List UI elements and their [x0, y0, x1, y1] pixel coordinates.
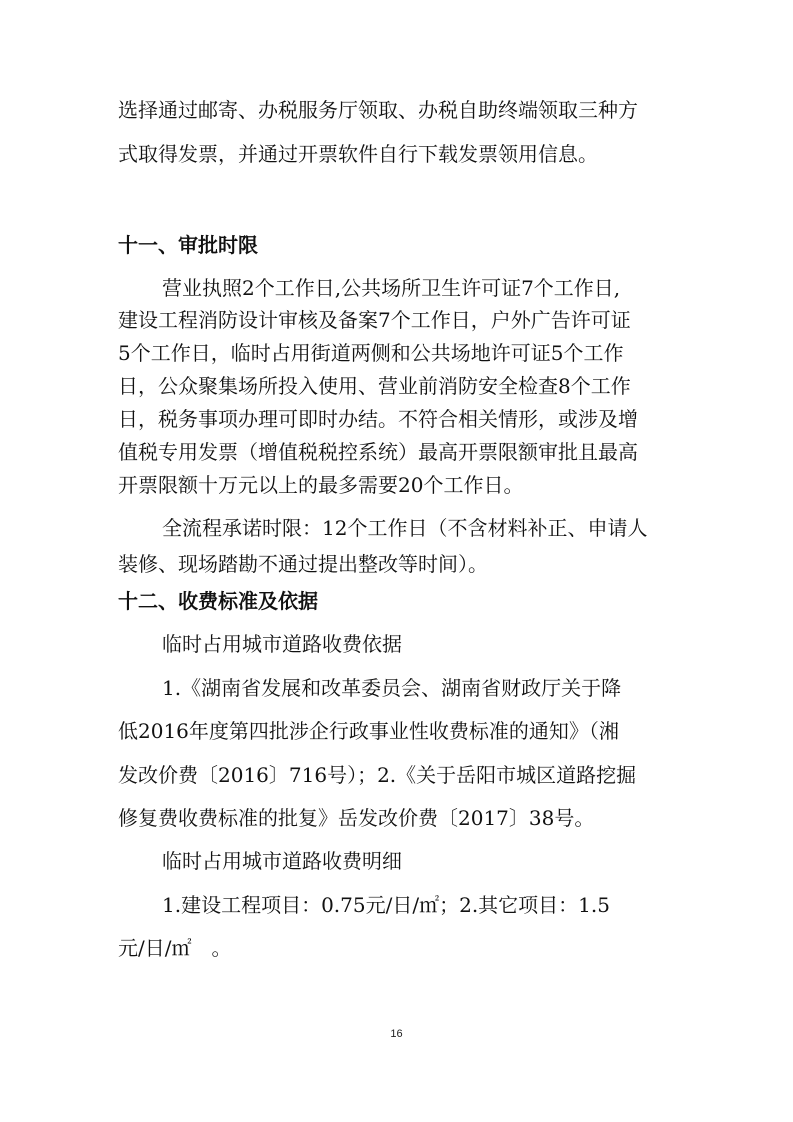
- subsection-heading: 临时占用城市道路收费依据: [162, 632, 402, 656]
- section-heading: 十二、收费标准及依据: [118, 589, 318, 613]
- body-text-line: 值税专用发票（增值税税控系统）最高开票限额审批且最高: [118, 440, 638, 464]
- body-text-line: 1.建设工程项目：0.75元/日/㎡；2.其它项目：1.5: [162, 893, 610, 917]
- body-text-line: 选择通过邮寄、办税服务厅领取、办税自助终端领取三种方: [118, 98, 638, 122]
- body-text-line: 开票限额十万元以上的最多需要20个工作日。: [118, 473, 524, 497]
- section-heading: 十一、审批时限: [118, 233, 258, 257]
- body-text-line: 全流程承诺时限：12个工作日（不含材料补正、申请人: [162, 516, 648, 540]
- body-text-line: 5个工作日，临时占用街道两侧和公共场地许可证5个工作: [118, 341, 624, 365]
- body-text-line: 日，税务事项办理可即时办结。不符合相关情形，或涉及增: [118, 407, 638, 431]
- body-text-line: 元/日/㎡ 。: [118, 936, 232, 960]
- body-text-line: 修复费收费标准的批复》岳发改价费〔2017〕38号。: [118, 806, 595, 830]
- body-text-line: 营业执照2个工作日,公共场所卫生许可证7个工作日,: [162, 276, 621, 300]
- body-text-line: 式取得发票，并通过开票软件自行下载发票领用信息。: [118, 142, 598, 166]
- subsection-heading: 临时占用城市道路收费明细: [162, 849, 402, 873]
- body-text-line: 低2016年度第四批涉企行政事业性收费标准的通知》（湘: [118, 719, 619, 743]
- body-text-line: 1.《湖南省发展和改革委员会、湖南省财政厅关于降: [162, 676, 622, 700]
- body-text-line: 发改价费〔2016〕716号）；2.《关于岳阳市城区道路挖掘: [118, 763, 637, 787]
- body-text-line: 日，公众聚集场所投入使用、营业前消防安全检查8个工作: [118, 374, 631, 398]
- body-text-line: 建设工程消防设计审核及备案7个工作日，户外广告许可证: [118, 308, 631, 332]
- page-number: 16: [390, 1028, 403, 1040]
- body-text-line: 装修、现场踏勘不通过提出整改等时间）。: [118, 552, 488, 576]
